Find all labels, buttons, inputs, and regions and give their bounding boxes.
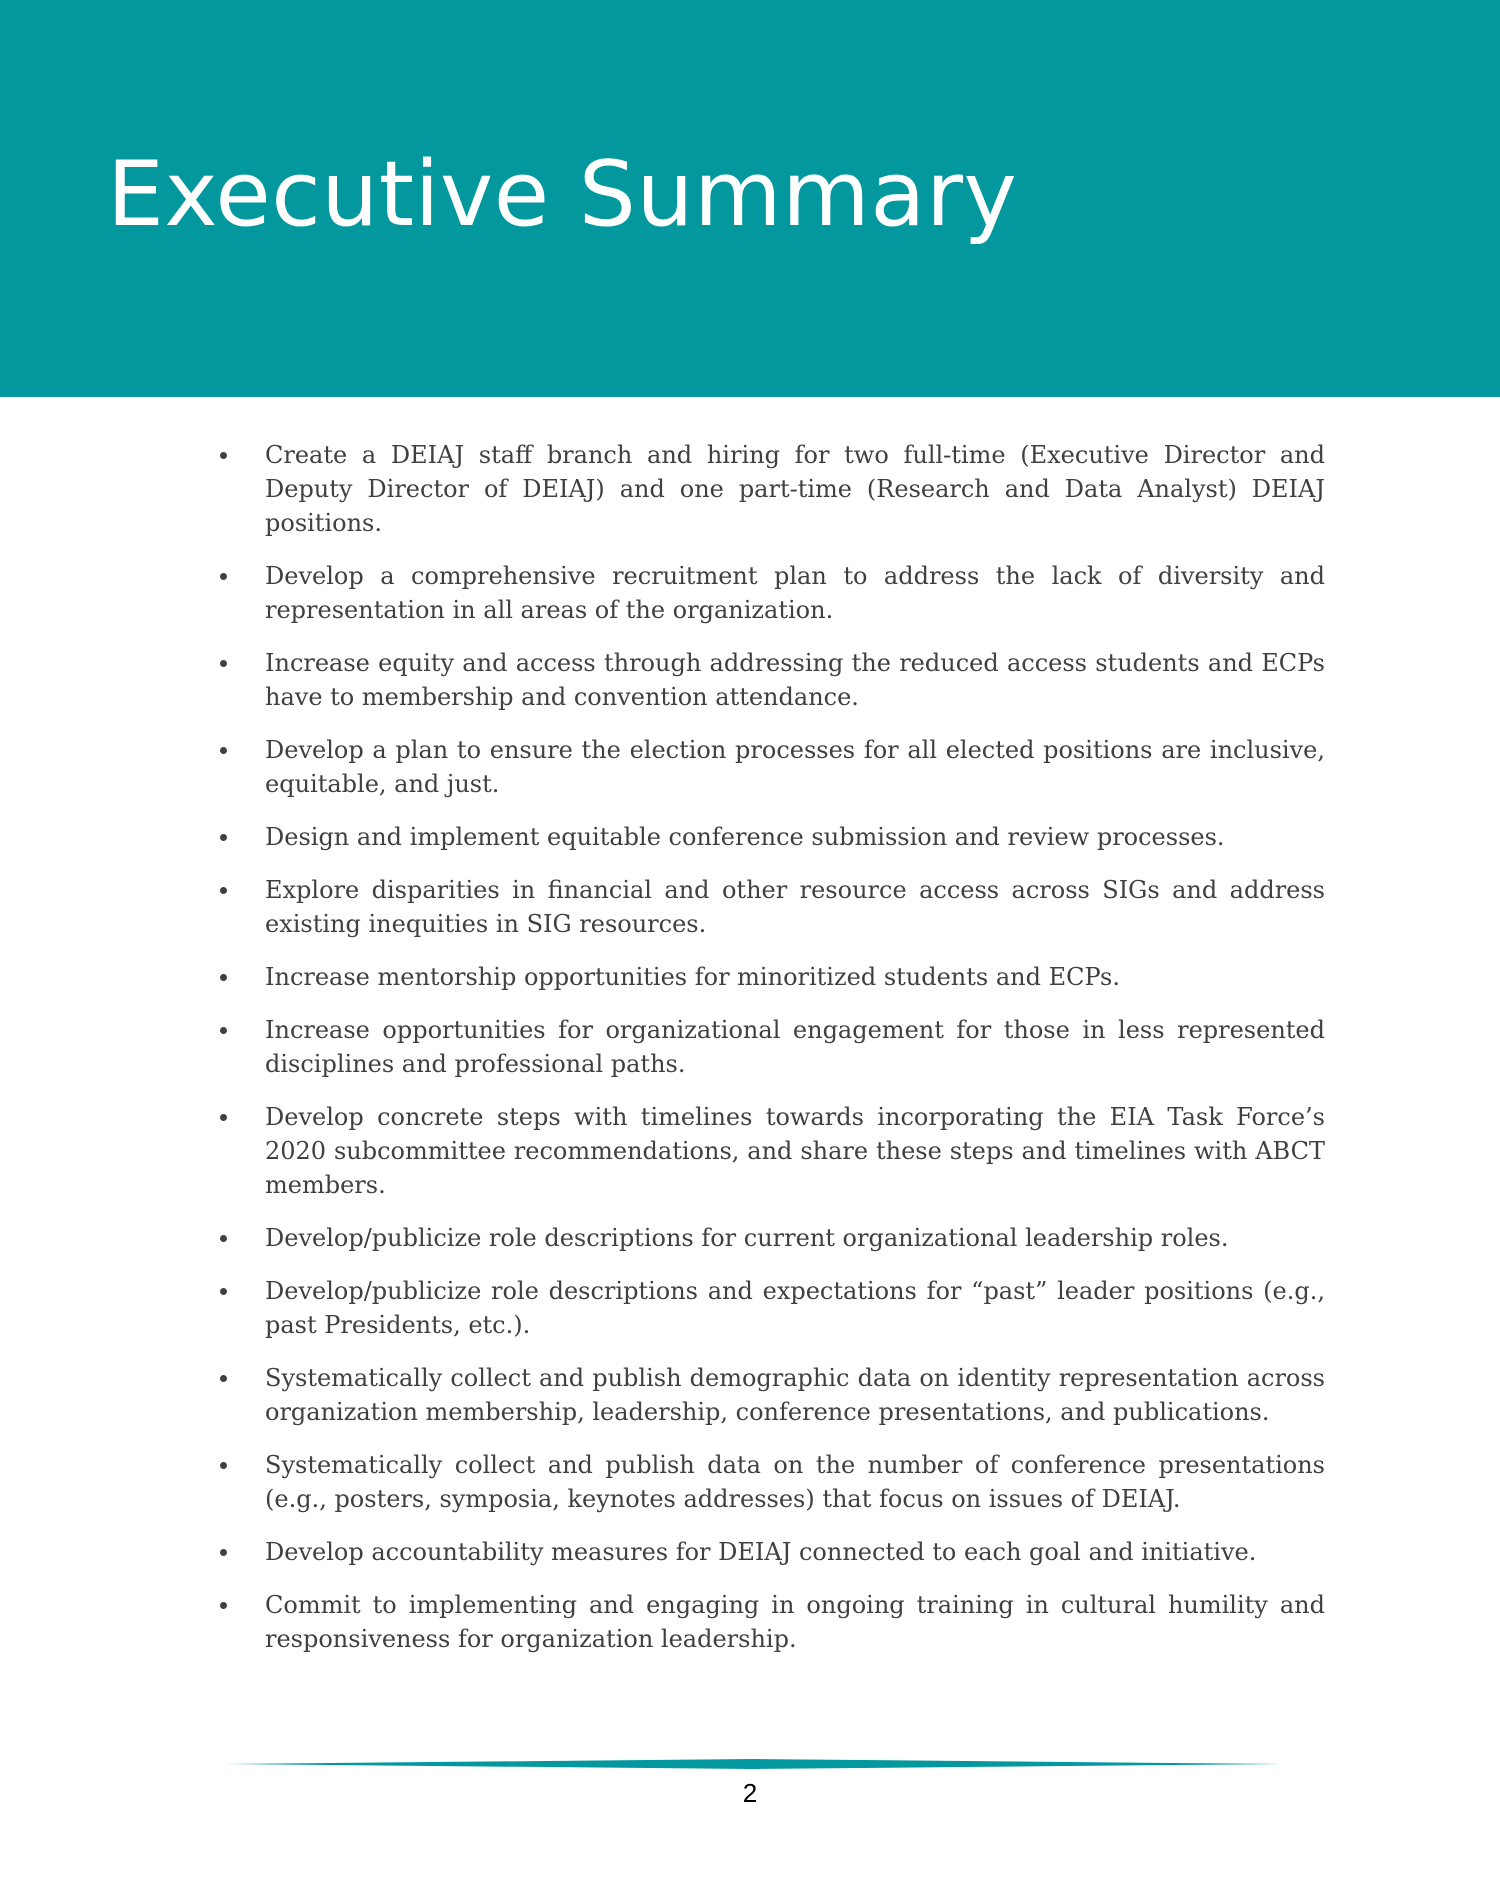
bullet-icon	[220, 1462, 227, 1469]
list-item-text: Systematically collect and publish data on the number of conference presentations (e.g., posters, symposia, keynotes addresses) that focus on issues of DEIAJ.	[265, 1451, 1325, 1513]
list-item	[220, 1535, 1325, 1569]
list-item	[220, 1274, 1325, 1342]
list-item	[220, 559, 1325, 627]
list-item	[220, 960, 1325, 994]
bullet-icon	[220, 834, 227, 841]
list-item-text: Increase equity and access through addressing the reduced access students and ECPs have to membership and convention attendance.	[265, 649, 1325, 711]
bullet-icon	[220, 660, 227, 667]
footer-divider	[225, 1758, 1281, 1770]
list-item	[220, 1448, 1325, 1516]
bullet-icon	[220, 1027, 227, 1034]
list-item-text: Develop accountability measures for DEIAJ connected to each goal and initiative.	[265, 1538, 1257, 1566]
bullet-icon	[220, 1602, 227, 1609]
bullet-icon	[220, 887, 227, 894]
list-item	[220, 1221, 1325, 1255]
list-item	[220, 1361, 1325, 1429]
header-band	[0, 0, 1500, 397]
list-item-text: Increase mentorship opportunities for minoritized students and ECPs.	[265, 963, 1120, 991]
list-item	[220, 820, 1325, 854]
list-item-text: Create a DEIAJ staff branch and hiring for two full-time (Executive Director and Deputy Director of DEIAJ) and one part-time (Research and Data Analyst) DEIAJ positions.	[265, 441, 1325, 537]
bullet-icon	[220, 1375, 227, 1382]
list-item-text: Commit to implementing and engaging in ongoing training in cultural humility and responsiveness for organization leadership.	[265, 1591, 1325, 1653]
bullet-icon	[220, 974, 227, 981]
list-item-text: Develop a comprehensive recruitment plan to address the lack of diversity and representation in all areas of the organization.	[265, 562, 1325, 624]
list-item	[220, 733, 1325, 801]
bullet-icon	[220, 1114, 227, 1121]
bullet-icon	[220, 1235, 227, 1242]
bullet-icon	[220, 747, 227, 754]
page-title: Executive Summary	[107, 142, 1018, 247]
list-item	[220, 873, 1325, 941]
list-item-text: Explore disparities in financial and other resource access across SIGs and address existing inequities in SIG resources.	[265, 876, 1325, 938]
page-number: 2	[742, 1778, 758, 1808]
list-item	[220, 1100, 1325, 1202]
list-item	[220, 438, 1325, 540]
list-item-text: Develop/publicize role descriptions and expectations for “past” leader positions (e.g., past Presidents, etc.).	[265, 1277, 1325, 1339]
list-item-text: Increase opportunities for organizational engagement for those in less represented disciplines and professional paths.	[265, 1016, 1325, 1078]
list-item	[220, 1013, 1325, 1081]
bullet-icon	[220, 1288, 227, 1295]
bullet-icon	[220, 452, 227, 459]
list-item	[220, 1588, 1325, 1656]
bullet-icon	[220, 1549, 227, 1556]
bullet-icon	[220, 573, 227, 580]
list-item-text: Develop concrete steps with timelines towards incorporating the EIA Task Force’s 2020 subcommittee recommendations, and share these steps and timelines with ABCT members.	[265, 1103, 1325, 1199]
footer-divider-shape	[225, 1759, 1281, 1769]
list-item-text: Systematically collect and publish demographic data on identity representation across organization membership, leadership, conference presentations, and publications.	[265, 1364, 1325, 1426]
list-item-text: Design and implement equitable conference submission and review processes.	[265, 823, 1225, 851]
list-item-text: Develop a plan to ensure the election processes for all elected positions are inclusive, equitable, and just.	[265, 736, 1325, 798]
recommendations-list	[220, 438, 1325, 1675]
list-item	[220, 646, 1325, 714]
list-item-text: Develop/publicize role descriptions for current organizational leadership roles.	[265, 1224, 1229, 1252]
